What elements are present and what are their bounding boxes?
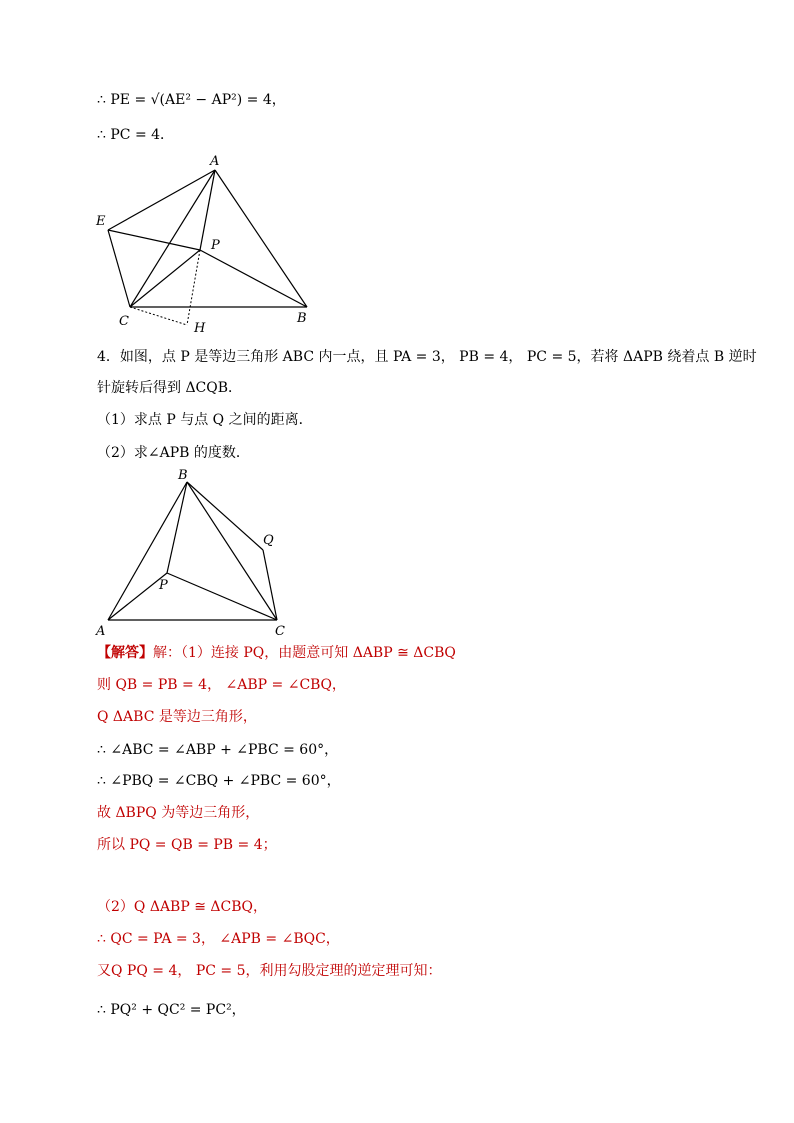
fig1-label-p: P bbox=[211, 238, 220, 253]
fig2-label-q: Q bbox=[263, 533, 274, 548]
answer-line-6: 故 ΔBPQ 为等边三角形， bbox=[97, 805, 260, 821]
answer-line-2: 则 QB = PB = 4， ∠ABP = ∠CBQ， bbox=[97, 677, 346, 693]
answer-line-8: （2）Q ΔABP ≅ ΔCBQ， bbox=[97, 899, 267, 915]
fig2-label-c: C bbox=[275, 624, 285, 639]
answer-text-1: 解：（1）连接 PQ，由题意可知 ΔABP ≅ ΔCBQ bbox=[153, 645, 456, 661]
answer-line-9: ∴ QC = PA = 3， ∠APB = ∠BQC， bbox=[97, 931, 340, 947]
answer-bracket: 【解答】 bbox=[97, 645, 153, 661]
answer-line-4: ∴ ∠ABC = ∠ABP + ∠PBC = 60°， bbox=[97, 742, 339, 758]
proof-line-pc: ∴ PC = 4． bbox=[97, 127, 175, 143]
fig1-label-a: A bbox=[210, 154, 220, 169]
fig1-label-c: C bbox=[119, 314, 129, 329]
answer-line-10: 又Q PQ = 4， PC = 5，利用勾股定理的逆定理可知： bbox=[97, 963, 442, 979]
problem-question-2: （2）求∠APB 的度数． bbox=[97, 445, 250, 461]
fig1-label-h: H bbox=[194, 321, 206, 336]
figure-2-diagram bbox=[95, 465, 305, 640]
fig1-label-e: E bbox=[96, 214, 106, 229]
problem-question-1: （1）求点 P 与点 Q 之间的距离． bbox=[97, 412, 313, 428]
answer-line-7: 所以 PQ = QB = PB = 4； bbox=[97, 837, 277, 853]
fig2-label-p: P bbox=[159, 578, 168, 593]
answer-line-11: ∴ PQ² + QC² = PC²， bbox=[97, 1002, 246, 1018]
answer-line-3: Q ΔABC 是等边三角形， bbox=[97, 709, 257, 725]
proof-line-pe: ∴ PE = √(AE² − AP²) = 4， bbox=[97, 92, 286, 108]
fig2-label-b: B bbox=[178, 468, 188, 483]
figure-1-diagram bbox=[90, 150, 330, 340]
problem-statement-line2: 针旋转后得到 ΔCQB． bbox=[97, 380, 243, 396]
fig1-label-b: B bbox=[297, 311, 307, 326]
problem-statement-line1: 4．如图，点 P 是等边三角形 ABC 内一点，且 PA = 3， PB = 4， PC = 5，若将 ΔAPB 绕着点 B 逆时 bbox=[97, 349, 757, 365]
answer-line-5: ∴ ∠PBQ = ∠CBQ + ∠PBC = 60°， bbox=[97, 773, 341, 789]
fig2-label-a: A bbox=[96, 624, 106, 639]
answer-line-1 bbox=[97, 643, 456, 663]
